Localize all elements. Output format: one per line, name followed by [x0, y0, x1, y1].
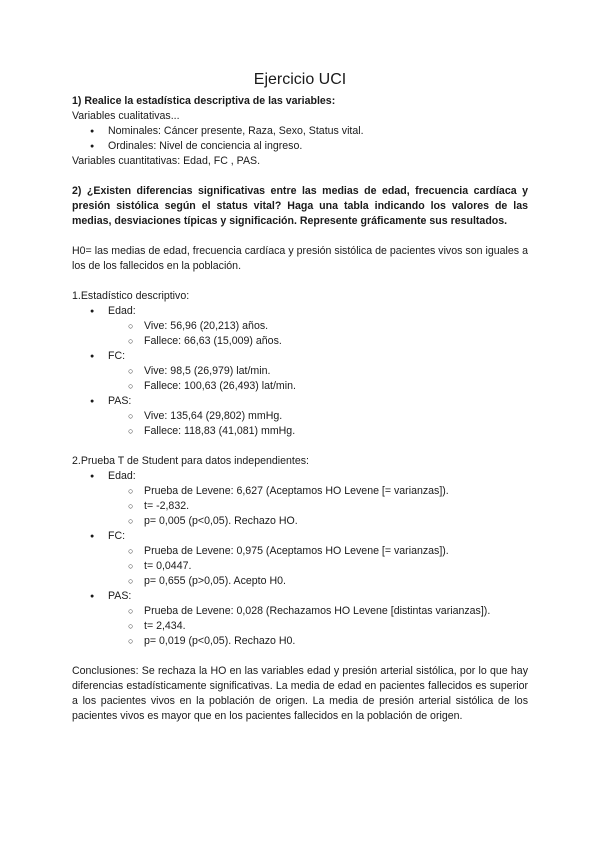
list-item: ○ Vive: 135,64 (29,802) mmHg.: [72, 409, 528, 424]
list-item: ○ t= 0,0447.: [72, 559, 528, 574]
list-item: ○ Fallece: 100,63 (26,493) lat/min.: [72, 379, 528, 394]
question-2-heading: 2) ¿Existen diferencias significativas entre las medias de edad, frecuencia cardíaca y presión sistólica según el status vital? Haga una tabla indicando los valores de las medias, desviaciones típicas y significación. Represente gráficamente sus resultados.: [72, 185, 528, 227]
list-item: ○ Prueba de Levene: 6,627 (Aceptamos HO Levene [= varianzas]).: [72, 484, 528, 499]
list-item: ○ p= 0,005 (p<0,05). Rechazo HO.: [72, 514, 528, 529]
list-item: ○ t= -2,832.: [72, 499, 528, 514]
conclusion: Conclusiones: Se rechaza la HO en las variables edad y presión arterial sistólica, por lo que hay diferencias estadísticamente significativas. La media de edad en pacientes fallecidos es superior a los pacientes vivos en la población de origen. La media de presión arterial sistólica de los pacientes vivos es mayor que en los pacientes fallecidos en la población de origen.: [72, 665, 528, 722]
qualitative-list: [72, 124, 528, 154]
group-edad: ● Edad:: [72, 469, 528, 484]
quantitative-label: Variables cuantitativas: Edad, FC , PAS.: [72, 155, 261, 167]
list-item: ● Nominales: Cáncer presente, Raza, Sexo, Status vital.: [72, 124, 528, 139]
page-title: Ejercicio UCI: [253, 71, 347, 88]
group-pas: ● PAS:: [72, 394, 528, 409]
list-item: ○ p= 0,019 (p<0,05). Rechazo H0.: [72, 634, 528, 649]
list-item: ○ t= 2,434.: [72, 619, 528, 634]
group-fc: ● FC:: [72, 349, 528, 364]
list-item: ○ Fallece: 118,83 (41,081) mmHg.: [72, 424, 528, 439]
group-pas: ● PAS:: [72, 589, 528, 604]
list-item: ○ Prueba de Levene: 0,975 (Aceptamos HO Levene [= varianzas]).: [72, 544, 528, 559]
question-1-heading: 1) Realice la estadística descriptiva de las variables:: [72, 95, 336, 107]
list-item: ● Ordinales: Nivel de conciencia al ingreso.: [72, 139, 528, 154]
list-item: ○ p= 0,655 (p>0,05). Acepto H0.: [72, 574, 528, 589]
section-2-label: 2.Prueba T de Student para datos independientes:: [72, 455, 309, 467]
descriptive-list: [72, 304, 528, 439]
document-page: [72, 70, 528, 724]
t-test-list: [72, 469, 528, 649]
qualitative-label: Variables cualitativas...: [72, 110, 180, 122]
group-fc: ● FC:: [72, 529, 528, 544]
null-hypothesis: H0= las medias de edad, frecuencia cardíaca y presión sistólica de pacientes vivos son iguales a los de los fallecidos en la población.: [72, 245, 528, 272]
list-item: ○ Prueba de Levene: 0,028 (Rechazamos HO Levene [distintas varianzas]).: [72, 604, 528, 619]
list-item: ○ Vive: 98,5 (26,979) lat/min.: [72, 364, 528, 379]
section-1-label: 1.Estadístico descriptivo:: [72, 290, 190, 302]
list-item: ○ Vive: 56,96 (20,213) años.: [72, 319, 528, 334]
list-item: ○ Fallece: 66,63 (15,009) años.: [72, 334, 528, 349]
group-edad: ● Edad:: [72, 304, 528, 319]
